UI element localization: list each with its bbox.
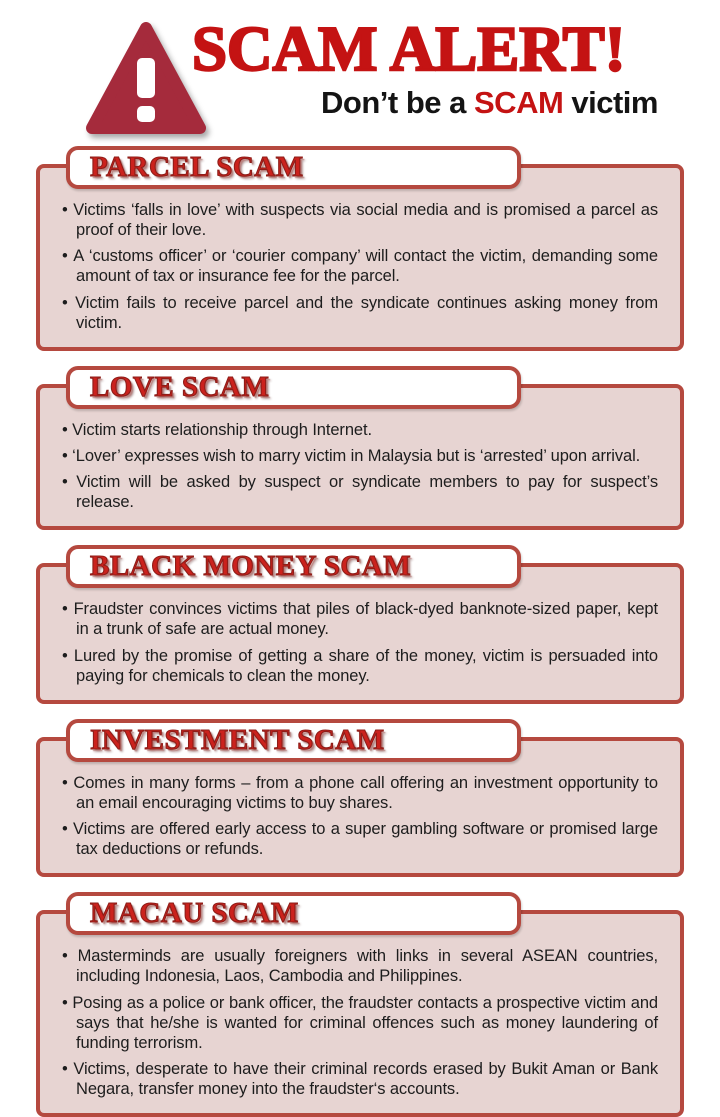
section-macau-scam [36,892,684,1117]
section-header [66,545,521,588]
bullet-list [62,946,658,1099]
bullet-list [62,773,658,860]
bullet-item: • ‘Lover’ expresses wish to marry victim in Malaysia but is ‘arrested’ upon arrival. [62,446,658,466]
page-title: SCAM ALERT! [192,14,626,84]
section-title: PARCEL SCAM [90,151,304,183]
section-header [66,366,521,409]
bullet-item: • Victims ‘falls in love’ with suspects via social media and is promised a parcel as proof of their love. [62,200,658,240]
bullet-item: • Posing as a police or bank officer, the fraudster contacts a prospective victim and says that he/she is wanted for criminal offences such as money laundering of funding terrorism. [62,993,658,1053]
section-body [36,164,684,351]
bullet-item: • Comes in many forms – from a phone call offering an investment opportunity to an email encouraging victims to buy shares. [62,773,658,813]
page-subtitle [192,85,692,121]
subtitle-suffix: victim [563,85,658,120]
warning-triangle-icon [84,22,208,142]
section-title: INVESTMENT SCAM [90,723,385,756]
bullet-item: • A ‘customs officer’ or ‘courier company’ will contact the victim, demanding some amount of tax or insurance fee for the parcel. [62,246,658,286]
section-title: MACAU SCAM [90,897,299,930]
bullet-item: • Victim starts relationship through Internet. [62,420,658,440]
subtitle-prefix: Don’t be a [321,85,474,120]
bullet-list [62,200,658,333]
banner [0,0,720,146]
bullet-item: • Victim will be asked by suspect or syndicate members to pay for suspect’s release. [62,472,658,512]
section-title: BLACK MONEY SCAM [90,550,412,583]
bullet-item: • Victims are offered early access to a super gambling software or promised large tax deductions or refunds. [62,819,658,859]
section-header [66,146,521,189]
section-title: LOVE SCAM [90,370,270,403]
bullet-item: • Lured by the promise of getting a share of the money, victim is persuaded into paying for chemicals to clean the money. [62,646,658,686]
section-love-scam [36,366,684,531]
bullet-item: • Fraudster convinces victims that piles of black-dyed banknote-sized paper, kept in a trunk of safe are actual money. [62,599,658,639]
subtitle-highlight: SCAM [474,85,564,120]
bullet-list [62,420,658,513]
section-black-money-scam [36,545,684,704]
section-body [36,910,684,1117]
bullet-item: • Masterminds are usually foreigners with links in several ASEAN countries, including Indonesia, Laos, Cambodia and Philippines. [62,946,658,986]
section-header [66,892,521,935]
bullet-item: • Victims, desperate to have their criminal records erased by Bukit Aman or Bank Negara, transfer money into the fraudster‘s accounts. [62,1059,658,1099]
section-parcel-scam [36,146,684,351]
section-investment-scam [36,719,684,878]
banner-titles [192,14,692,121]
bullet-list [62,599,658,686]
bullet-item: • Victim fails to receive parcel and the syndicate continues asking money from victim. [62,293,658,333]
section-header [66,719,521,762]
